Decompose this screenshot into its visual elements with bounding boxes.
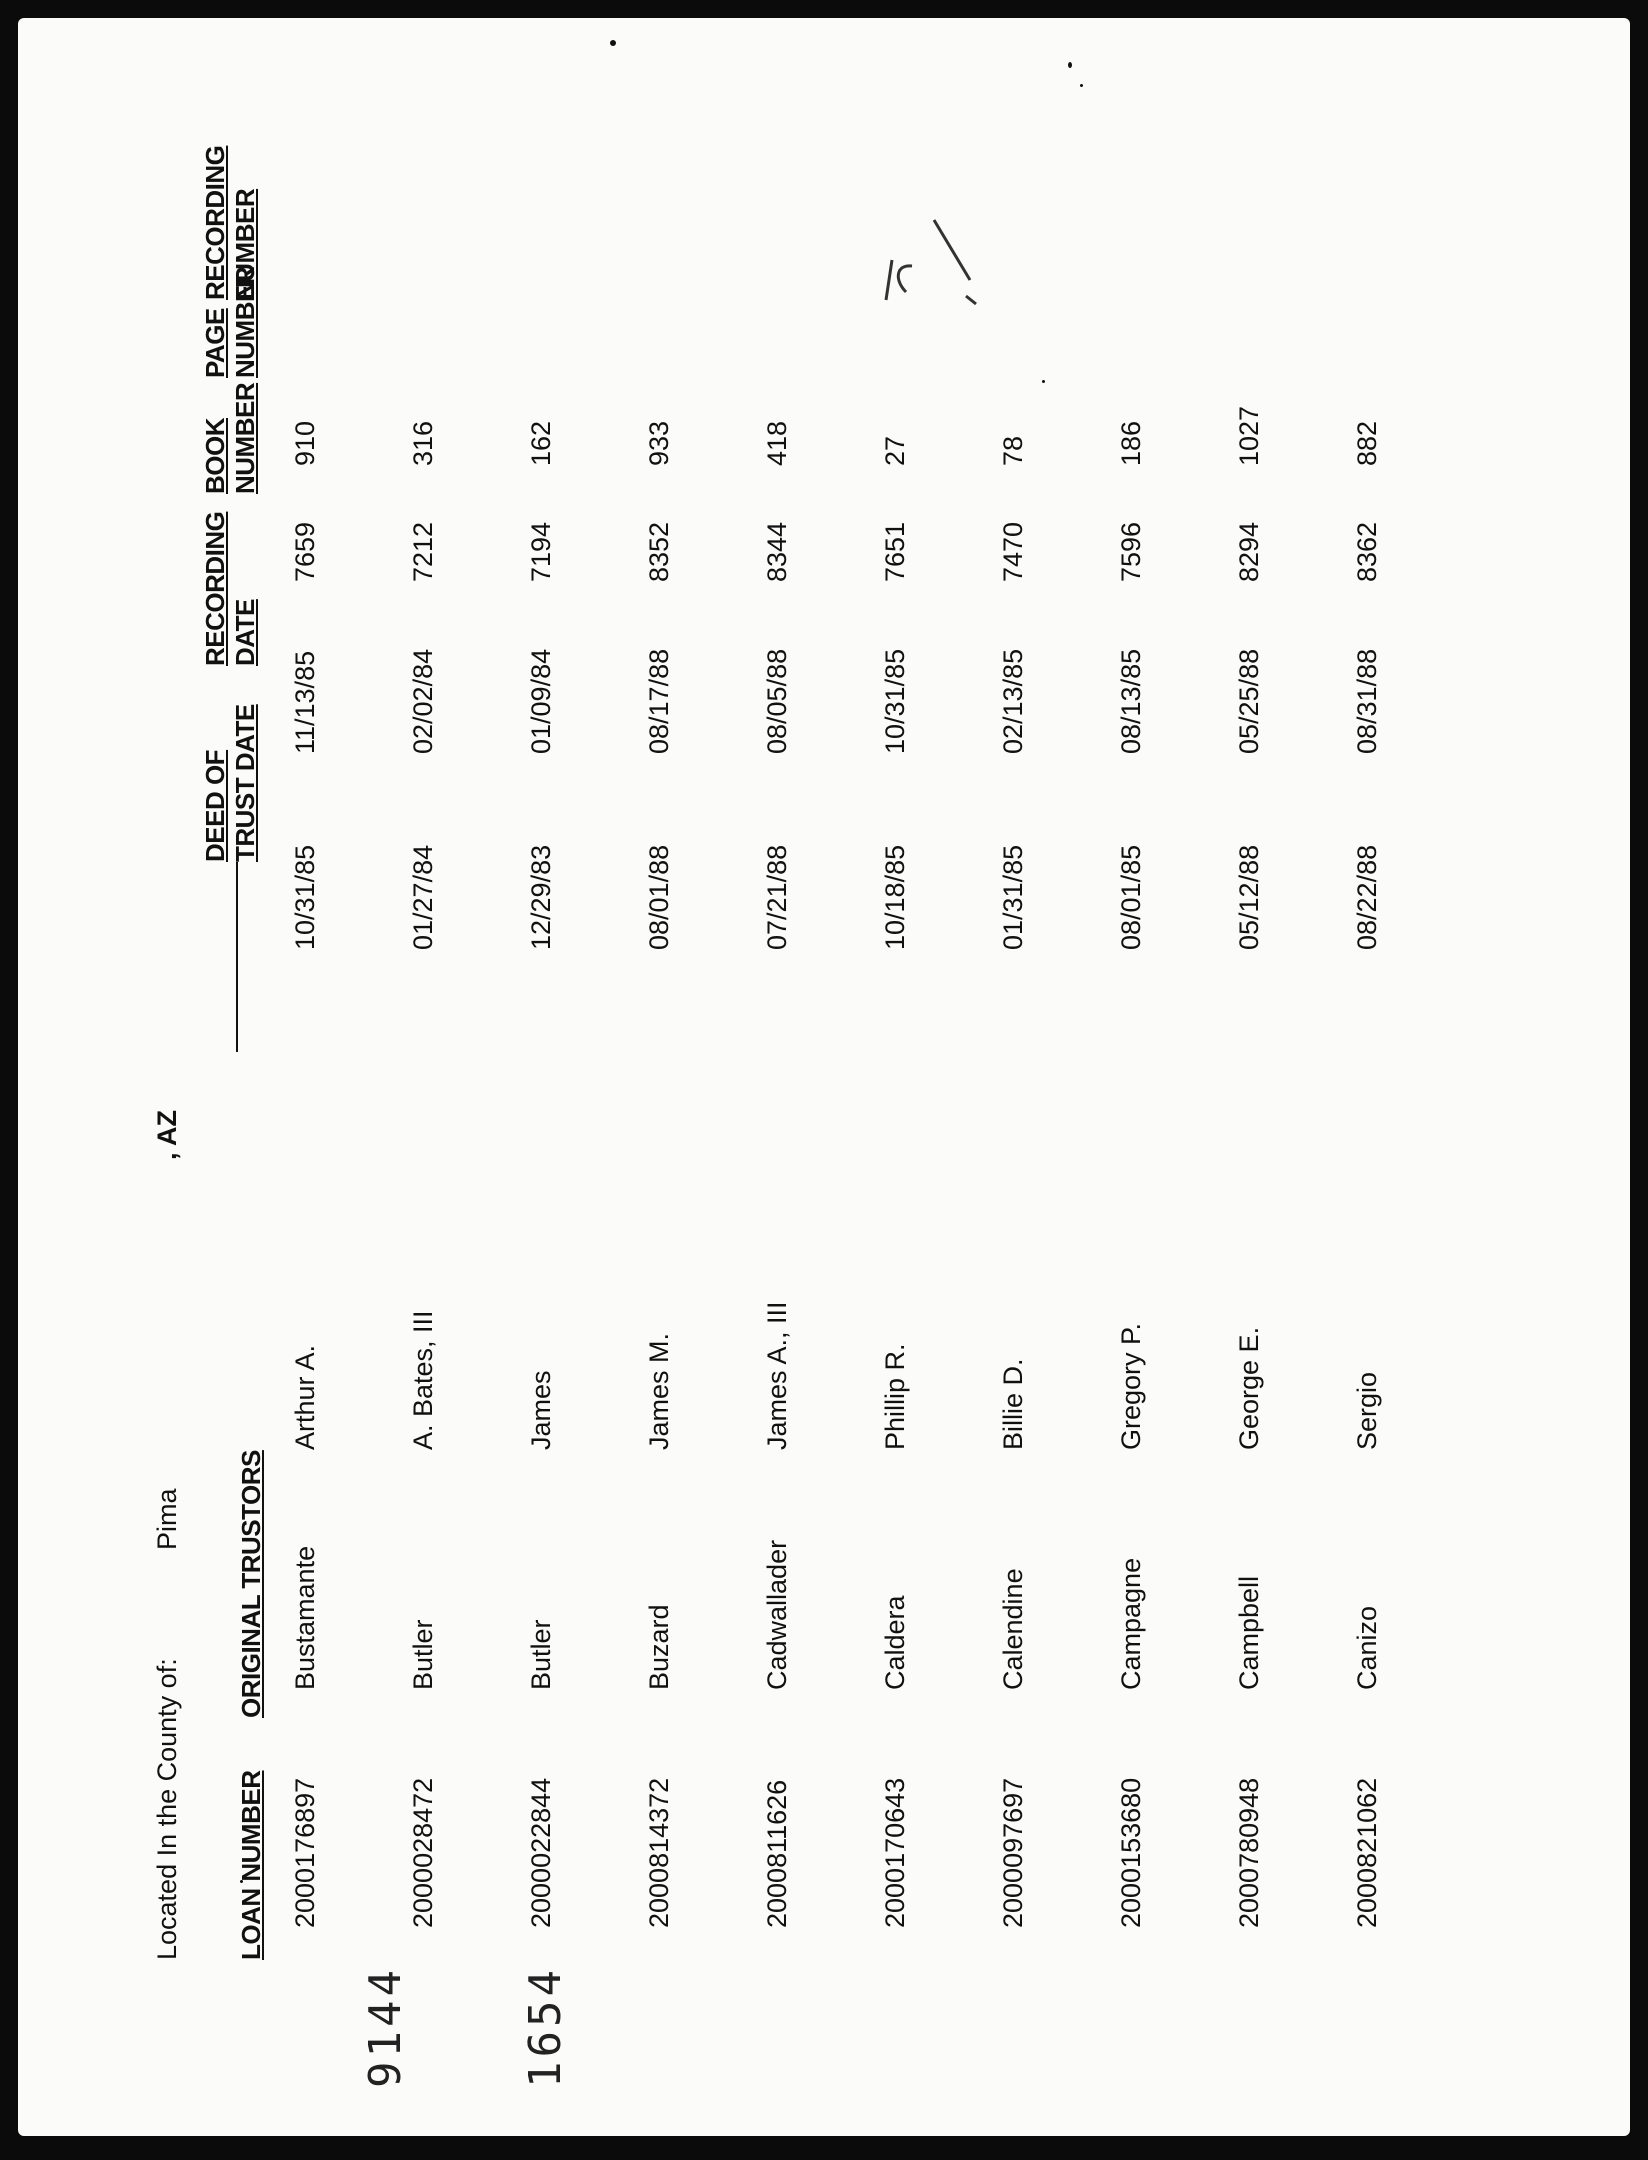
page-number-cell: 78 xyxy=(998,435,1028,466)
spacer-cell xyxy=(644,950,762,1170)
table-row xyxy=(644,356,762,1928)
county-line xyxy=(152,1110,183,1960)
deed-of-trust-date-cell: 01/31/85 xyxy=(998,844,1028,950)
loan-number-cell: 2000176897 xyxy=(290,1777,320,1928)
header-deed-of-trust-date-line1: DEED OF xyxy=(200,749,230,862)
trustor-last-name-cell: Butler xyxy=(408,1619,438,1690)
page-number-cell: 933 xyxy=(644,420,674,466)
table-row xyxy=(1116,356,1234,1928)
header-recording-number-line1: RECORDING xyxy=(200,145,230,300)
trustor-first-name-cell: Arthur A. xyxy=(290,1344,320,1450)
deed-of-trust-date-cell: 07/21/88 xyxy=(762,844,792,950)
book-number-cell: 8362 xyxy=(1352,521,1382,582)
trustor-first-name-cell: James A., III xyxy=(762,1301,792,1450)
deed-of-trust-date-cell: 10/31/85 xyxy=(290,844,320,950)
handwritten-code-left: 9144 xyxy=(360,1966,411,2088)
spacer-cell xyxy=(1116,950,1234,1170)
table-row xyxy=(526,356,644,1928)
recording-date-cell: 01/09/84 xyxy=(526,648,556,754)
page-number-cell: 418 xyxy=(762,420,792,466)
table-row xyxy=(762,356,880,1928)
loan-number-cell: 2000022844 xyxy=(526,1777,556,1928)
trustor-first-name-cell: Phillip R. xyxy=(880,1343,910,1450)
deed-of-trust-date-cell: 12/29/83 xyxy=(526,844,556,950)
spacer-cell xyxy=(1234,950,1352,1170)
loan-number-cell: 2000811626 xyxy=(762,1779,792,1928)
handwritten-slash-mark xyxy=(866,200,986,320)
recording-date-cell: 02/02/84 xyxy=(408,648,438,754)
loan-number-cell: 2000028472 xyxy=(408,1777,438,1928)
trustor-last-name-cell: Bustamante xyxy=(290,1545,320,1690)
state-label: , AZ xyxy=(152,1110,182,1160)
trustor-last-name-cell: Caldera xyxy=(880,1595,910,1690)
loan-number-cell: 2000821062 xyxy=(1352,1777,1382,1928)
book-number-cell: 7194 xyxy=(526,521,556,582)
trustor-last-name-cell: Campbell xyxy=(1234,1575,1264,1690)
recording-date-cell: 10/31/85 xyxy=(880,648,910,754)
book-number-cell: 8344 xyxy=(762,521,792,582)
header-recording-date-line2: DATE xyxy=(230,599,260,666)
header-page-number-line2: NUMBER xyxy=(230,266,260,378)
table-row xyxy=(998,356,1116,1928)
spacer-cell xyxy=(998,950,1116,1170)
book-number-cell: 7470 xyxy=(998,521,1028,582)
loan-number-cell: 2000170643 xyxy=(880,1777,910,1928)
county-name: Pima xyxy=(152,1488,182,1550)
deed-of-trust-date-cell: 10/18/85 xyxy=(880,844,910,950)
trustor-first-name-cell: Billie D. xyxy=(998,1358,1028,1450)
spacer-cell xyxy=(762,950,880,1170)
trustor-last-name-cell: Campagne xyxy=(1116,1557,1146,1690)
header-recording-number-line2: NUMBER xyxy=(230,188,260,300)
book-number-cell: 8294 xyxy=(1234,521,1264,582)
trustor-last-name-cell: Calendine xyxy=(998,1568,1028,1690)
spacer-cell xyxy=(880,950,998,1170)
table-row xyxy=(290,356,408,1928)
trustor-first-name-cell: Gregory P. xyxy=(1116,1322,1146,1450)
trustor-first-name-cell: A. Bates, III xyxy=(408,1310,438,1450)
page-number-cell: 27 xyxy=(880,435,910,466)
header-rule xyxy=(236,862,238,1052)
book-number-cell: 7659 xyxy=(290,521,320,582)
trustor-last-name-cell: Buzard xyxy=(644,1604,674,1690)
page-number-cell: 882 xyxy=(1352,420,1382,466)
header-page-number-line1: PAGE xyxy=(200,308,230,378)
header-book-number-line1: BOOK xyxy=(200,418,230,494)
book-number-cell: 8352 xyxy=(644,521,674,582)
page-number-cell: 1027 xyxy=(1234,405,1264,466)
trustor-first-name-cell: James M. xyxy=(644,1332,674,1450)
spacer-cell xyxy=(290,950,408,1170)
trustor-last-name-cell: Canizo xyxy=(1352,1605,1382,1690)
recording-date-cell: 11/13/85 xyxy=(290,650,320,754)
book-number-cell: 7596 xyxy=(1116,521,1146,582)
trustor-first-name-cell: Sergio xyxy=(1352,1371,1382,1450)
table-row xyxy=(408,356,526,1928)
deed-of-trust-date-cell: 01/27/84 xyxy=(408,844,438,950)
loan-number-cell: 2000780948 xyxy=(1234,1777,1264,1928)
book-number-cell: 7651 xyxy=(880,521,910,582)
recording-date-cell: 08/13/85 xyxy=(1116,648,1146,754)
recording-date-cell: 08/17/88 xyxy=(644,648,674,754)
table-row xyxy=(1234,356,1352,1928)
recording-date-cell: 02/13/85 xyxy=(998,648,1028,754)
trustor-first-name-cell: George E. xyxy=(1234,1326,1264,1450)
book-number-cell: 7212 xyxy=(408,521,438,582)
deed-of-trust-date-cell: 08/01/85 xyxy=(1116,844,1146,950)
page-number-cell: 186 xyxy=(1116,420,1146,466)
page-number-cell: 162 xyxy=(526,420,556,466)
header-original-trustors: ORIGINAL TRUSTORS xyxy=(236,1450,266,1718)
header-loan-number: LOAN NUMBER xyxy=(236,1770,266,1960)
deed-of-trust-date-cell: 08/01/88 xyxy=(644,844,674,950)
loan-number-cell: 2000814372 xyxy=(644,1777,674,1928)
spacer-cell xyxy=(526,950,644,1170)
spacer-cell xyxy=(1352,950,1470,1170)
table-row xyxy=(880,356,998,1928)
handwritten-code-right: 1654 xyxy=(520,1966,571,2088)
header-recording-date-line1: RECORDING xyxy=(200,511,230,666)
header-book-number-line2: NUMBER xyxy=(230,382,260,494)
recording-date-cell: 05/25/88 xyxy=(1234,648,1264,754)
county-label: Located In the County of: xyxy=(152,1658,182,1960)
deed-of-trust-date-cell: 08/22/88 xyxy=(1352,844,1382,950)
recording-date-cell: 08/31/88 xyxy=(1352,648,1382,754)
trustor-last-name-cell: Butler xyxy=(526,1619,556,1690)
table-row xyxy=(1352,356,1470,1928)
loan-number-cell: 2000097697 xyxy=(998,1777,1028,1928)
loan-number-cell: 2000153680 xyxy=(1116,1777,1146,1928)
trustor-first-name-cell: James xyxy=(526,1370,556,1450)
page-number-cell: 316 xyxy=(408,420,438,466)
deed-of-trust-date-cell: 05/12/88 xyxy=(1234,844,1264,950)
recording-date-cell: 08/05/88 xyxy=(762,648,792,754)
trustor-last-name-cell: Cadwallader xyxy=(762,1539,792,1690)
trustor-table xyxy=(290,356,1470,1928)
page-number-cell: 910 xyxy=(290,420,320,466)
header-deed-of-trust-date-line2: TRUST DATE xyxy=(230,704,260,862)
spacer-cell xyxy=(408,950,526,1170)
